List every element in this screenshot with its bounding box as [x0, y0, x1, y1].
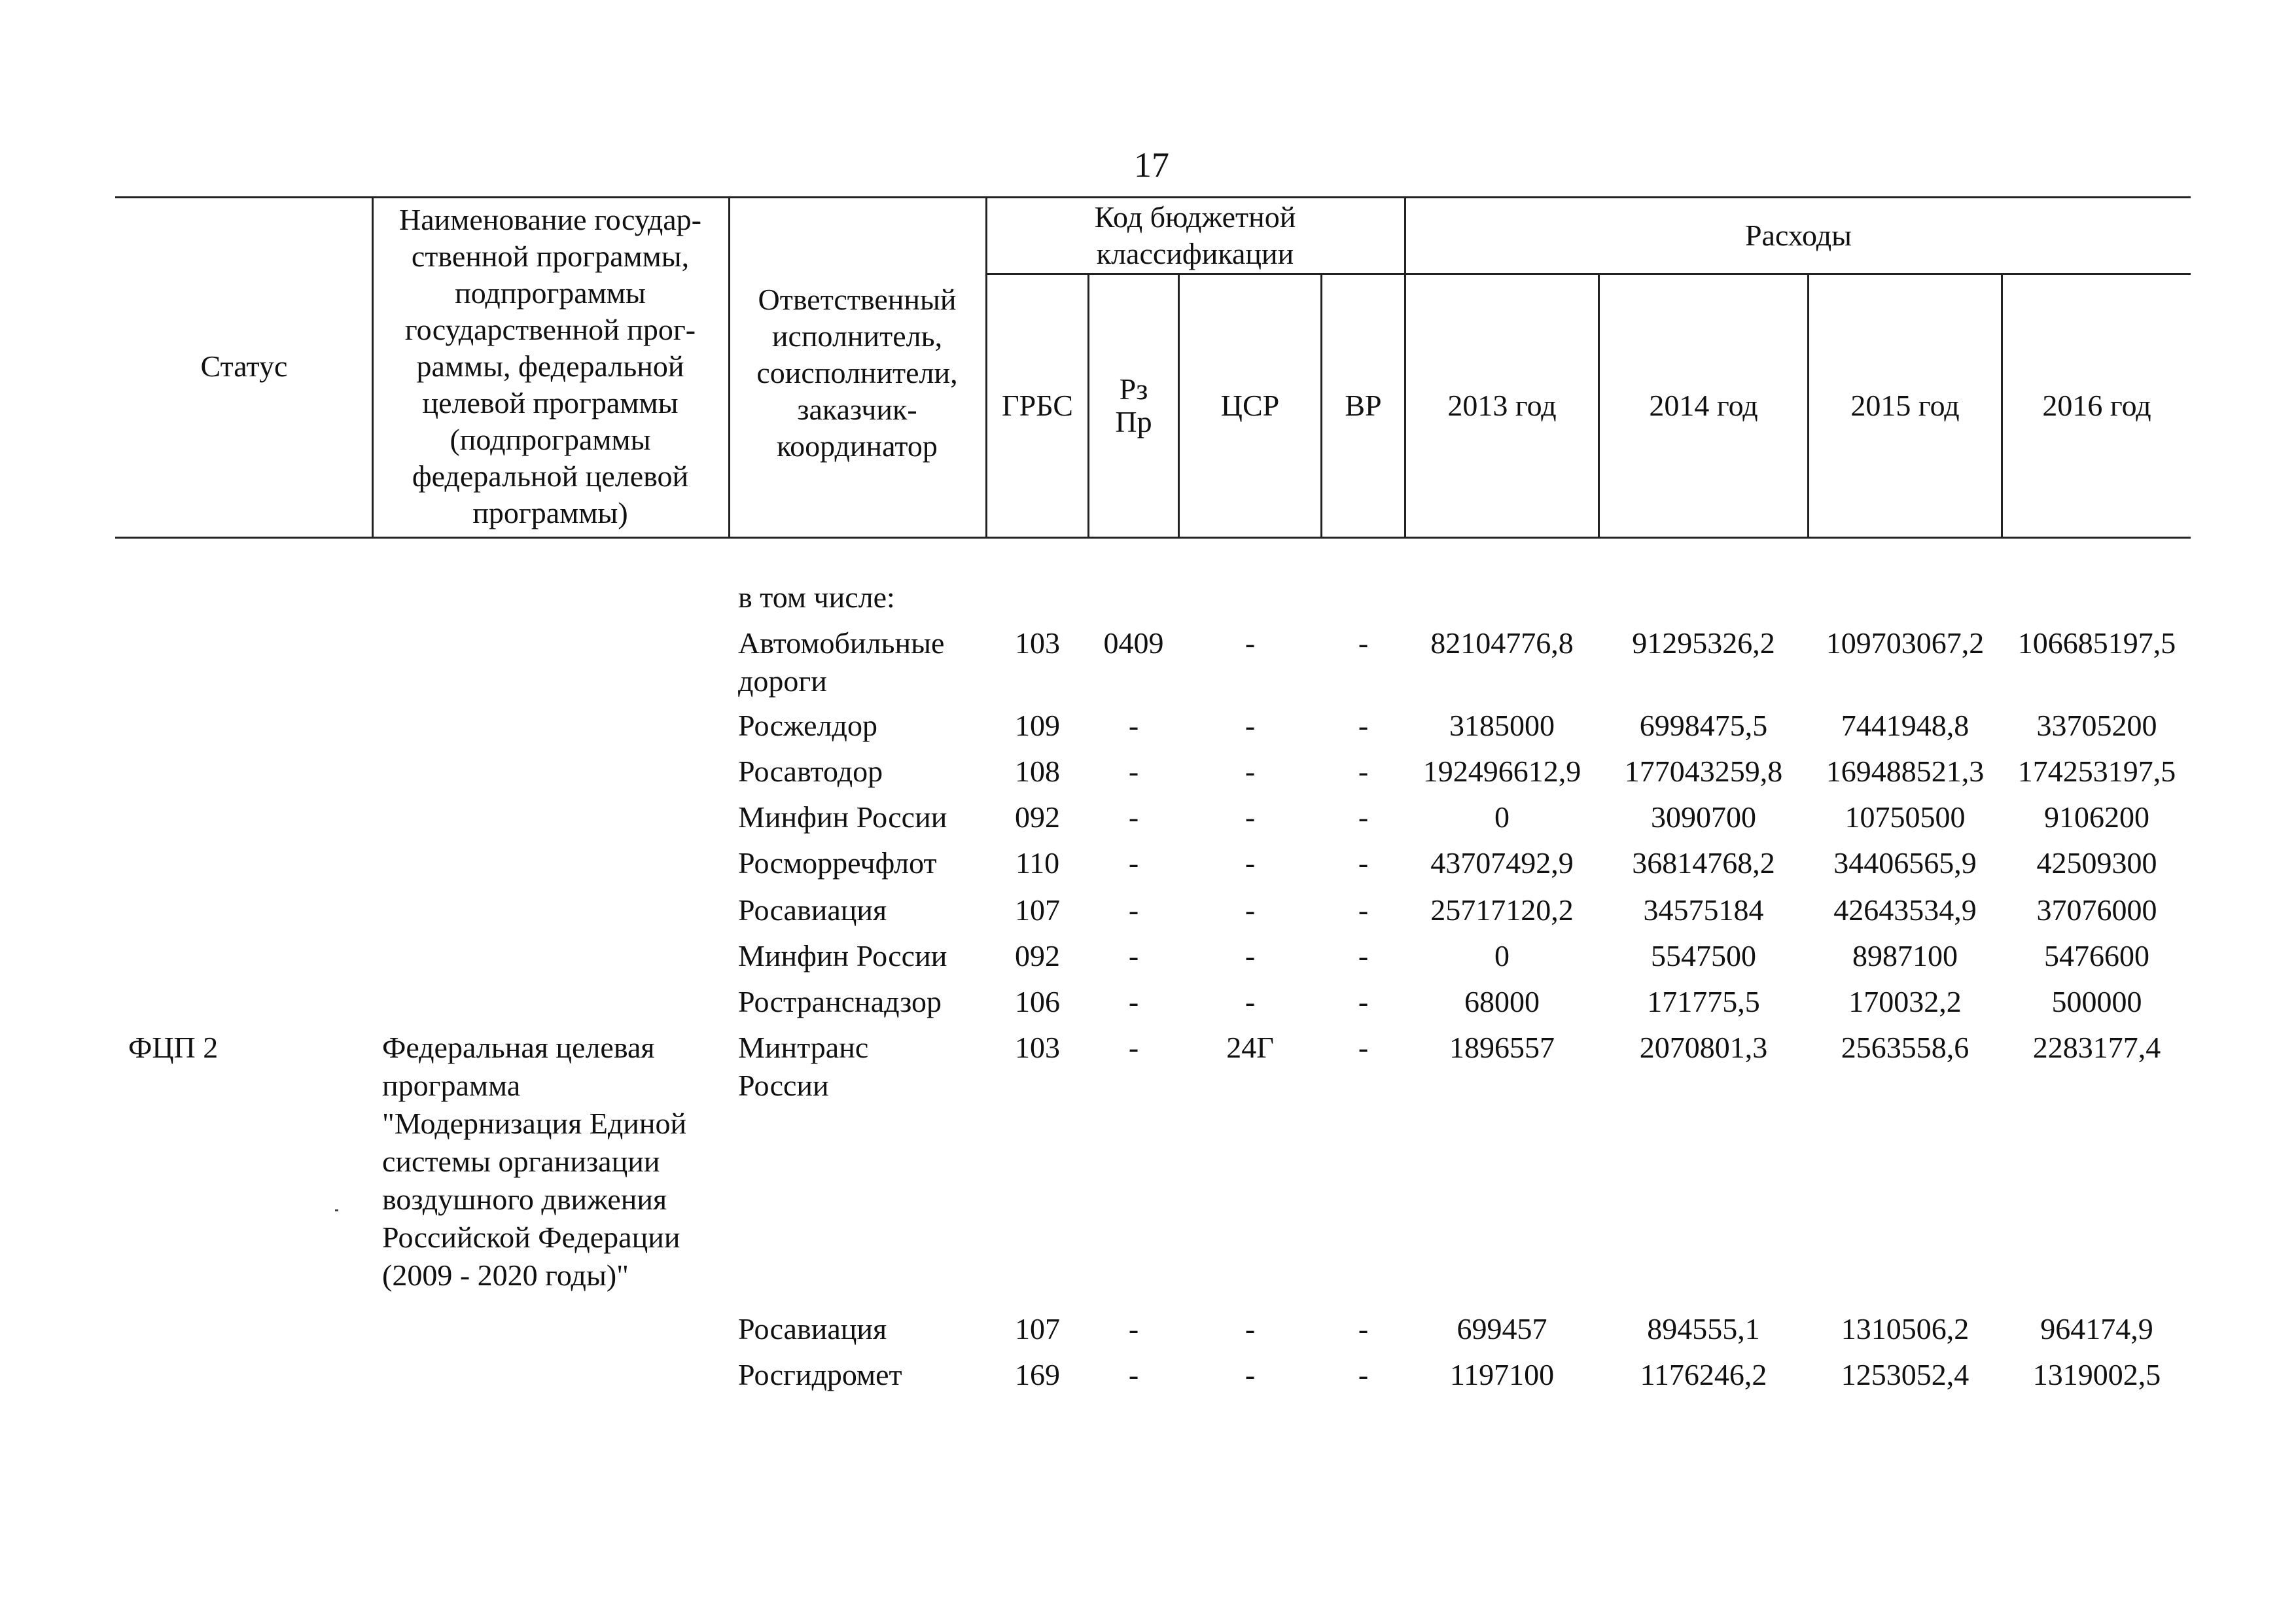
table-row-csr: -: [1245, 893, 1256, 927]
table-row-vr: -: [1358, 985, 1369, 1018]
table-row-2013: 0: [1494, 800, 1510, 834]
table-row-2015: 109703067,2: [1826, 626, 1985, 660]
table-row-2014: 177043259,8: [1624, 755, 1783, 788]
table-row-vr: -: [1358, 1358, 1369, 1391]
table-row-responsible: Автомобильные дороги: [738, 626, 945, 698]
table-row-csr: -: [1245, 1312, 1256, 1346]
table-row-csr: 24Г: [1226, 1031, 1274, 1064]
table-row-grbs: 108: [1015, 755, 1060, 788]
table-row-responsible: Росавиация: [738, 893, 887, 927]
table-row-responsible: Росавтодор: [738, 755, 883, 788]
table-row-2016: 1319002,5: [2032, 1358, 2161, 1391]
header-vr: ВР: [1345, 389, 1382, 422]
table-row-2015: 1310506,2: [1841, 1312, 1969, 1346]
table-row-vr: -: [1358, 709, 1369, 742]
table-row-2016: 500000: [2051, 985, 2142, 1018]
header-program-name: Наименование государ- ственной программы, подпрограммы государственной прог- раммы, федеральной целевой программы (подпрограммы федеральной целевой программы): [399, 203, 701, 529]
table-row-2015: 7441948,8: [1841, 709, 1969, 742]
table-row-grbs: 107: [1015, 893, 1060, 927]
table-row-2014: 91295326,2: [1632, 626, 1775, 660]
table-row-2014: 2070801,3: [1639, 1031, 1768, 1064]
table-row-grbs: 169: [1015, 1358, 1060, 1391]
table-row-rzpr: -: [1128, 1358, 1139, 1391]
header-bottom-rule: [115, 537, 2191, 539]
table-row-2015: 169488521,3: [1826, 755, 1985, 788]
table-row-vr: -: [1358, 939, 1369, 972]
table-row-2015: 34406565,9: [1833, 846, 1977, 880]
table-row-2013: 43707492,9: [1430, 846, 1574, 880]
table-row-2016: 2283177,4: [2032, 1031, 2161, 1064]
table-row-responsible: Минфин России: [738, 939, 947, 972]
table-row-responsible: Росгидромет: [738, 1358, 902, 1391]
table-row-vr: -: [1358, 800, 1369, 834]
table-row-2013: 82104776,8: [1430, 626, 1574, 660]
table-row-responsible: в том числе:: [738, 580, 895, 614]
table-row-2014: 1176246,2: [1640, 1358, 1767, 1391]
table-row-2016: 964174,9: [2040, 1312, 2153, 1346]
table-row-program: Федеральная целевая программа "Модернизация Единой системы организации воздушного движения Российской Федерации (2009 - 2020 годы)": [382, 1031, 687, 1292]
header-responsible: Ответственный исполнитель, соисполнители, заказчик- координатор: [756, 283, 958, 463]
header-status: Статус: [200, 349, 288, 383]
table-row-vr: -: [1358, 1312, 1369, 1346]
header-2016: 2016 год: [2042, 389, 2151, 422]
table-row-vr: -: [1358, 893, 1369, 927]
table-row-rzpr: -: [1128, 939, 1139, 972]
table-row-responsible: Росавиация: [738, 1312, 887, 1346]
table-row-2016: 9106200: [2044, 800, 2149, 834]
table-row-2013: 192496612,9: [1422, 755, 1581, 788]
table-row-rzpr: -: [1128, 1312, 1139, 1346]
table-row-vr: -: [1358, 755, 1369, 788]
table-row-grbs: 103: [1015, 1031, 1060, 1064]
table-row-csr: -: [1245, 846, 1256, 880]
table-row-2014: 34575184: [1643, 893, 1764, 927]
table-row-rzpr: -: [1128, 985, 1139, 1018]
table-row-csr: -: [1245, 755, 1256, 788]
table-row-status: ФЦП 2: [128, 1031, 219, 1064]
table-row-vr: -: [1358, 626, 1369, 660]
table-row-grbs: 109: [1015, 709, 1060, 742]
table-row-rzpr: -: [1128, 893, 1139, 927]
table-row-csr: -: [1245, 626, 1256, 660]
scan-speck: [335, 1209, 338, 1211]
header-grbs: ГРБС: [1002, 389, 1073, 422]
table-row-2016: 42509300: [2036, 846, 2157, 880]
table-row-2016: 37076000: [2036, 893, 2157, 927]
table-row-2014: 6998475,5: [1639, 709, 1768, 742]
table-row-csr: -: [1245, 939, 1256, 972]
header-2014: 2014 год: [1649, 389, 1758, 422]
table-row-2015: 2563558,6: [1841, 1031, 1969, 1064]
table-row-2014: 3090700: [1651, 800, 1756, 834]
table-row-rzpr: -: [1128, 846, 1139, 880]
table-row-csr: -: [1245, 800, 1256, 834]
table-row-2016: 5476600: [2044, 939, 2149, 972]
table-row-2013: 699457: [1457, 1312, 1547, 1346]
table-row-2016: 33705200: [2036, 709, 2157, 742]
table-row-responsible: Минтранс России: [738, 1031, 869, 1102]
table-row-2013: 0: [1494, 939, 1510, 972]
table-row-grbs: 092: [1015, 800, 1060, 834]
table-row-2014: 171775,5: [1647, 985, 1760, 1018]
table-row-responsible: Росморречфлот: [738, 846, 937, 880]
header-2013: 2013 год: [1447, 389, 1557, 422]
table-row-csr: -: [1245, 985, 1256, 1018]
table-row-2013: 1197100: [1449, 1358, 1555, 1391]
table-row-2014: 36814768,2: [1632, 846, 1775, 880]
table-row-2013: 3185000: [1449, 709, 1555, 742]
table-row-grbs: 092: [1015, 939, 1060, 972]
table-row-2014: 5547500: [1651, 939, 1756, 972]
table-row-2015: 8987100: [1852, 939, 1958, 972]
table-row-csr: -: [1245, 709, 1256, 742]
table-row-2013: 1896557: [1449, 1031, 1555, 1064]
table-row-grbs: 110: [1015, 846, 1060, 880]
table-row-responsible: Ространснадзор: [738, 985, 942, 1018]
header-rzpr: Рз Пр: [1115, 372, 1152, 438]
table-row-2015: 10750500: [1845, 800, 1966, 834]
table-row-responsible: Минфин России: [738, 800, 947, 834]
table-row-grbs: 106: [1015, 985, 1060, 1018]
table-row-grbs: 103: [1015, 626, 1060, 660]
table-row-rzpr: -: [1128, 709, 1139, 742]
table-row-2015: 1253052,4: [1841, 1358, 1969, 1391]
table-row-2013: 68000: [1464, 985, 1540, 1018]
table-row-2016: 106685197,5: [2017, 626, 2176, 660]
table-row-rzpr: -: [1128, 800, 1139, 834]
header-csr: ЦСР: [1220, 389, 1280, 422]
table-row-vr: -: [1358, 846, 1369, 880]
table-row-2014: 894555,1: [1647, 1312, 1760, 1346]
table-row-rzpr: -: [1128, 755, 1139, 788]
table-row-csr: -: [1245, 1358, 1256, 1391]
table-row-vr: -: [1358, 1031, 1369, 1064]
header-expenses: Расходы: [1744, 219, 1852, 252]
table-row-2016: 174253197,5: [2017, 755, 2176, 788]
table-row-2015: 42643534,9: [1833, 893, 1977, 927]
header-budget-code: Код бюджетной классификации: [1094, 200, 1296, 270]
table-row-rzpr: -: [1128, 1031, 1139, 1064]
table-row-2013: 25717120,2: [1430, 893, 1574, 927]
header-2015: 2015 год: [1850, 389, 1960, 422]
table-row-2015: 170032,2: [1848, 985, 1962, 1018]
table-row-rzpr: 0409: [1103, 626, 1164, 660]
table-row-grbs: 107: [1015, 1312, 1060, 1346]
table-row-responsible: Росжелдор: [738, 709, 877, 742]
page-number: 17: [1134, 145, 1169, 185]
